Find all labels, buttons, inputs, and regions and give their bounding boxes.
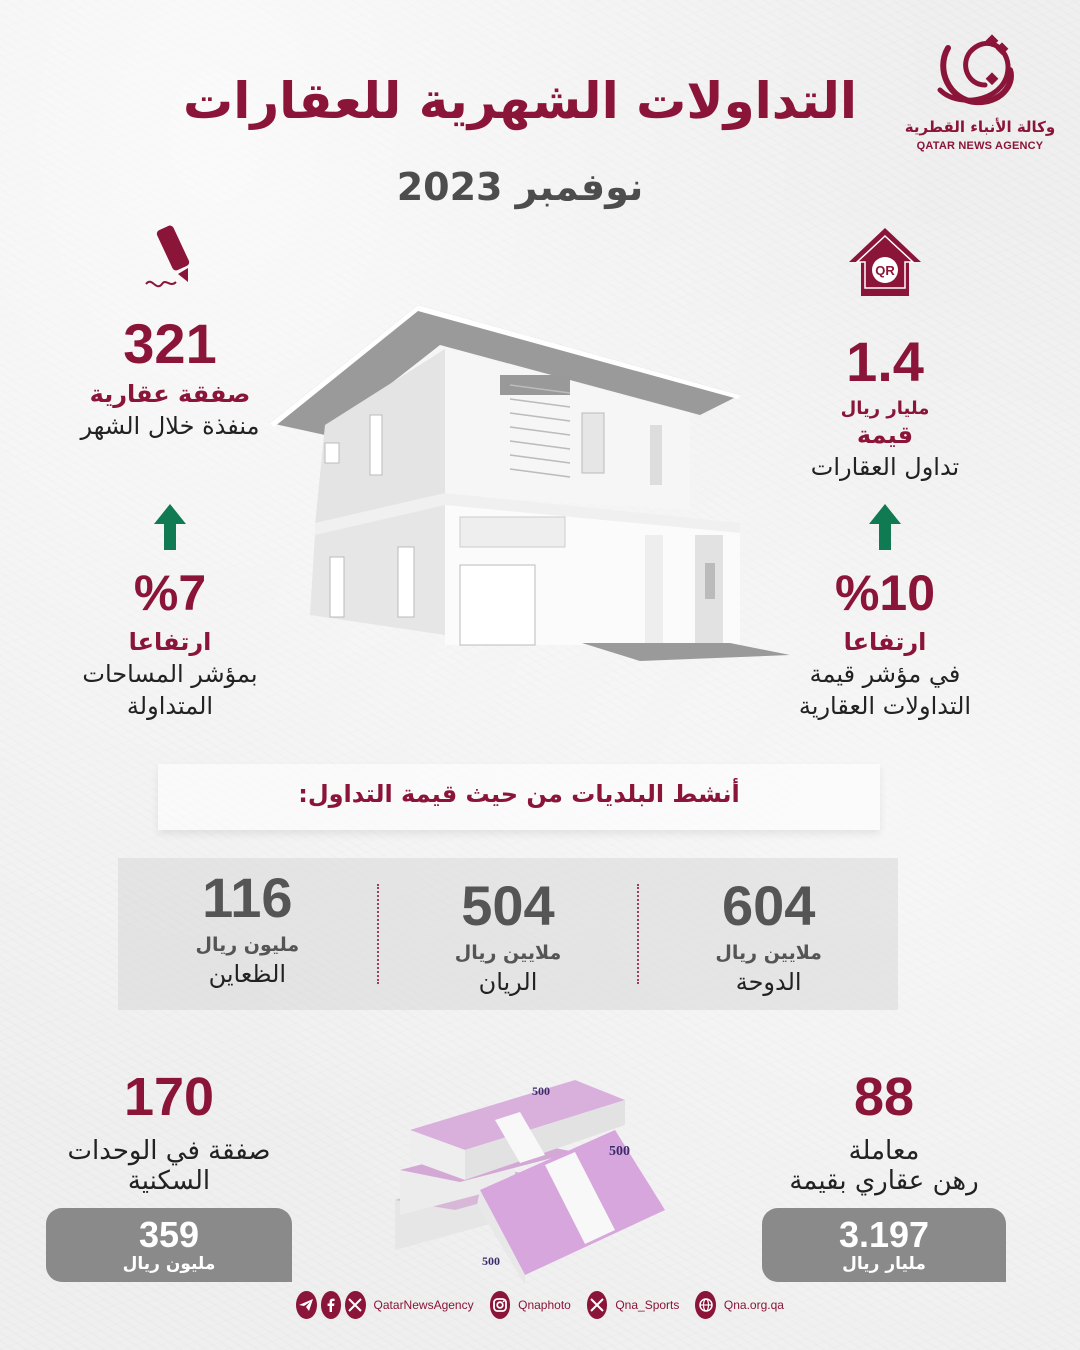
value-change-value: %10: [834, 565, 936, 621]
money-stacks-illustration: [385, 1060, 685, 1290]
residential-pill-value: 359: [138, 1214, 200, 1255]
x-icon[interactable]: [345, 1291, 366, 1319]
arrow-up-icon: [60, 504, 280, 550]
mortgage-desc-1: معاملة: [848, 1136, 920, 1166]
svg-text:500: 500: [609, 1144, 630, 1159]
social-handle[interactable]: Qna.org.qa: [723, 1298, 784, 1312]
mortgage-desc-2: رهن عقاري بقيمة: [789, 1166, 979, 1196]
stat-value: [780, 226, 990, 481]
municipality-name: الدوحة: [735, 968, 802, 996]
deals-unit: صفقة عقارية: [89, 380, 251, 408]
municipality-doha: [639, 858, 898, 1010]
qna-logo: [900, 30, 1060, 160]
divider: [637, 884, 639, 984]
svg-text:QR: QR: [875, 263, 895, 278]
globe-icon[interactable]: [695, 1291, 716, 1319]
area-change-desc-2: المتداولة: [126, 692, 214, 720]
facebook-icon[interactable]: [321, 1291, 342, 1319]
arrow-up-icon: [780, 504, 990, 550]
instagram-icon[interactable]: [490, 1291, 511, 1319]
residential-desc-1: صفقة في الوحدات: [67, 1136, 271, 1166]
area-change-desc-1: بمؤشر المساحات: [82, 660, 258, 688]
social-handle[interactable]: Qna_Sports: [615, 1298, 680, 1312]
social-footer: [296, 1290, 796, 1320]
municipality-name: الظعاين: [208, 960, 287, 988]
municipality-value: 504: [461, 874, 555, 937]
mortgage-number: 88: [853, 1067, 915, 1127]
residential-number: 170: [123, 1067, 215, 1127]
deals-number: 321: [123, 312, 217, 375]
municipalities-header: [158, 764, 880, 830]
mortgage-pill-unit: مليار ريال: [842, 1254, 926, 1274]
pencil-icon: [140, 222, 200, 298]
mortgage-pill-value: 3.197: [838, 1214, 930, 1255]
residential-desc-2: السكنية: [127, 1166, 211, 1196]
telegram-icon[interactable]: [296, 1291, 317, 1319]
social-handle[interactable]: Qnaphoto: [518, 1298, 571, 1312]
house-illustration: [270, 295, 790, 665]
social-handle[interactable]: QatarNewsAgency: [373, 1298, 474, 1312]
svg-text:500: 500: [532, 1084, 550, 1098]
x-icon[interactable]: [587, 1291, 608, 1319]
municipality-daayen: [118, 858, 377, 1010]
area-change-label: ارتفاعا: [128, 628, 212, 656]
municipalities-title: أنشط البلديات من حيث قيمة التداول:: [298, 780, 740, 808]
municipality-value: 604: [721, 874, 816, 937]
value-number: 1.4: [846, 330, 924, 393]
municipality-unit: مليون ريال: [195, 934, 300, 956]
value-change-desc-2: التداولات العقارية: [798, 692, 972, 720]
deals-desc: منفذة خلال الشهر: [80, 412, 260, 440]
value-desc: تداول العقارات: [810, 453, 960, 481]
municipality-value: 116: [202, 866, 293, 929]
stat-value-change: [780, 504, 990, 720]
divider: [377, 884, 379, 984]
municipality-name: الريان: [478, 968, 538, 996]
residential-value-pill: [46, 1208, 292, 1282]
value-unit: مليار ريال: [840, 398, 930, 419]
mortgage-value-pill: [762, 1208, 1006, 1282]
stat-deals: [60, 222, 280, 440]
stat-area-change: [60, 504, 280, 720]
page-title: التداولات الشهرية للعقارات: [182, 72, 858, 130]
logo-name-en: QATAR NEWS AGENCY: [916, 140, 1044, 152]
municipality-unit: ملايين ريال: [454, 942, 562, 964]
residential-pill-unit: مليون ريال: [122, 1254, 216, 1274]
value-change-desc-1: في مؤشر قيمة: [809, 660, 961, 688]
municipality-rayyan: [379, 858, 638, 1010]
municipality-unit: ملايين ريال: [715, 942, 822, 964]
value-label: قيمة: [856, 421, 914, 449]
area-change-value: %7: [133, 565, 207, 621]
svg-text:500: 500: [482, 1254, 500, 1268]
qr-house-icon: [845, 226, 925, 298]
qna-logo-mark-icon: [930, 30, 1030, 115]
stat-mortgage: [764, 1067, 1004, 1196]
logo-name-ar: وكالة الأنباء القطرية: [904, 118, 1056, 136]
value-change-label: ارتفاعا: [843, 628, 927, 656]
page-subtitle: نوفمبر 2023: [396, 165, 644, 209]
stat-residential: [46, 1067, 292, 1196]
municipalities-list: [118, 858, 898, 1010]
